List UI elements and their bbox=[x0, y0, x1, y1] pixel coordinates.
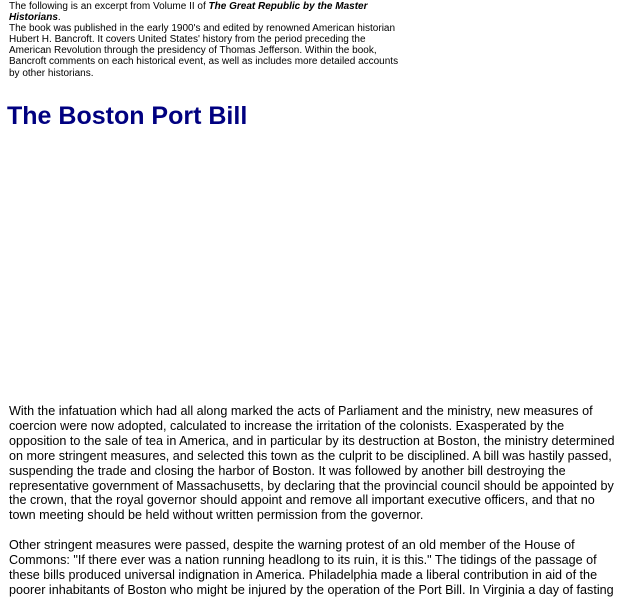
intro-line: Bancroft comments on each historical event, as well as includes more detailed accounts bbox=[9, 56, 399, 68]
intro-line: American Revolution through the presidency of Thomas Jefferson. Within the book, bbox=[9, 45, 377, 57]
page-title: The Boston Port Bill bbox=[7, 102, 248, 130]
article-body bbox=[9, 404, 617, 598]
article-paragraph: With the infatuation which had all along marked the acts of Parliament and the ministry, new measures of coercion were now adopted, calculated to increase the irritation of the colonists. Exasperated by the opposition to the sale of tea in America, and in particular by its destruction at Boston, the ministry determined on more stringent measures, and selected this town as the culprit to be disciplined. A bill was hastily passed, suspending the trade and closing the harbor of Boston. It was followed by another bill destroying the representative government of Massachusetts, by declaring that the provincial council should be appointed by the crown, that the royal governor should appoint and remove all important executive officers, and that no town meeting should be held without written permission from the governor. bbox=[9, 404, 615, 523]
intro-line: The book was published in the early 1900's and edited by renowned American historian bbox=[9, 23, 396, 35]
intro-line: Hubert H. Bancroft. It covers United States' history from the period preceding the bbox=[9, 34, 366, 46]
intro-line bbox=[9, 1, 409, 23]
intro-text: The following is an excerpt from Volume II of bbox=[9, 1, 209, 12]
intro-note bbox=[9, 1, 409, 79]
intro-line: by other historians. bbox=[9, 67, 94, 79]
article-paragraph: Other stringent measures were passed, despite the warning protest of an old member of the House of Commons: "If there ever was a nation running headlong to its ruin, it is this." The tidings of the passage of these bills produced universal indignation in America. Philadelphia made a liberal contribution in aid of the poorer inhabitants of Boston who might be injured by the operation of the Port Bill. In Virginia a day of fasting bbox=[9, 538, 614, 597]
book-title: The Great Republic by the Master Historians bbox=[9, 1, 368, 24]
intro-text: . bbox=[57, 12, 61, 24]
